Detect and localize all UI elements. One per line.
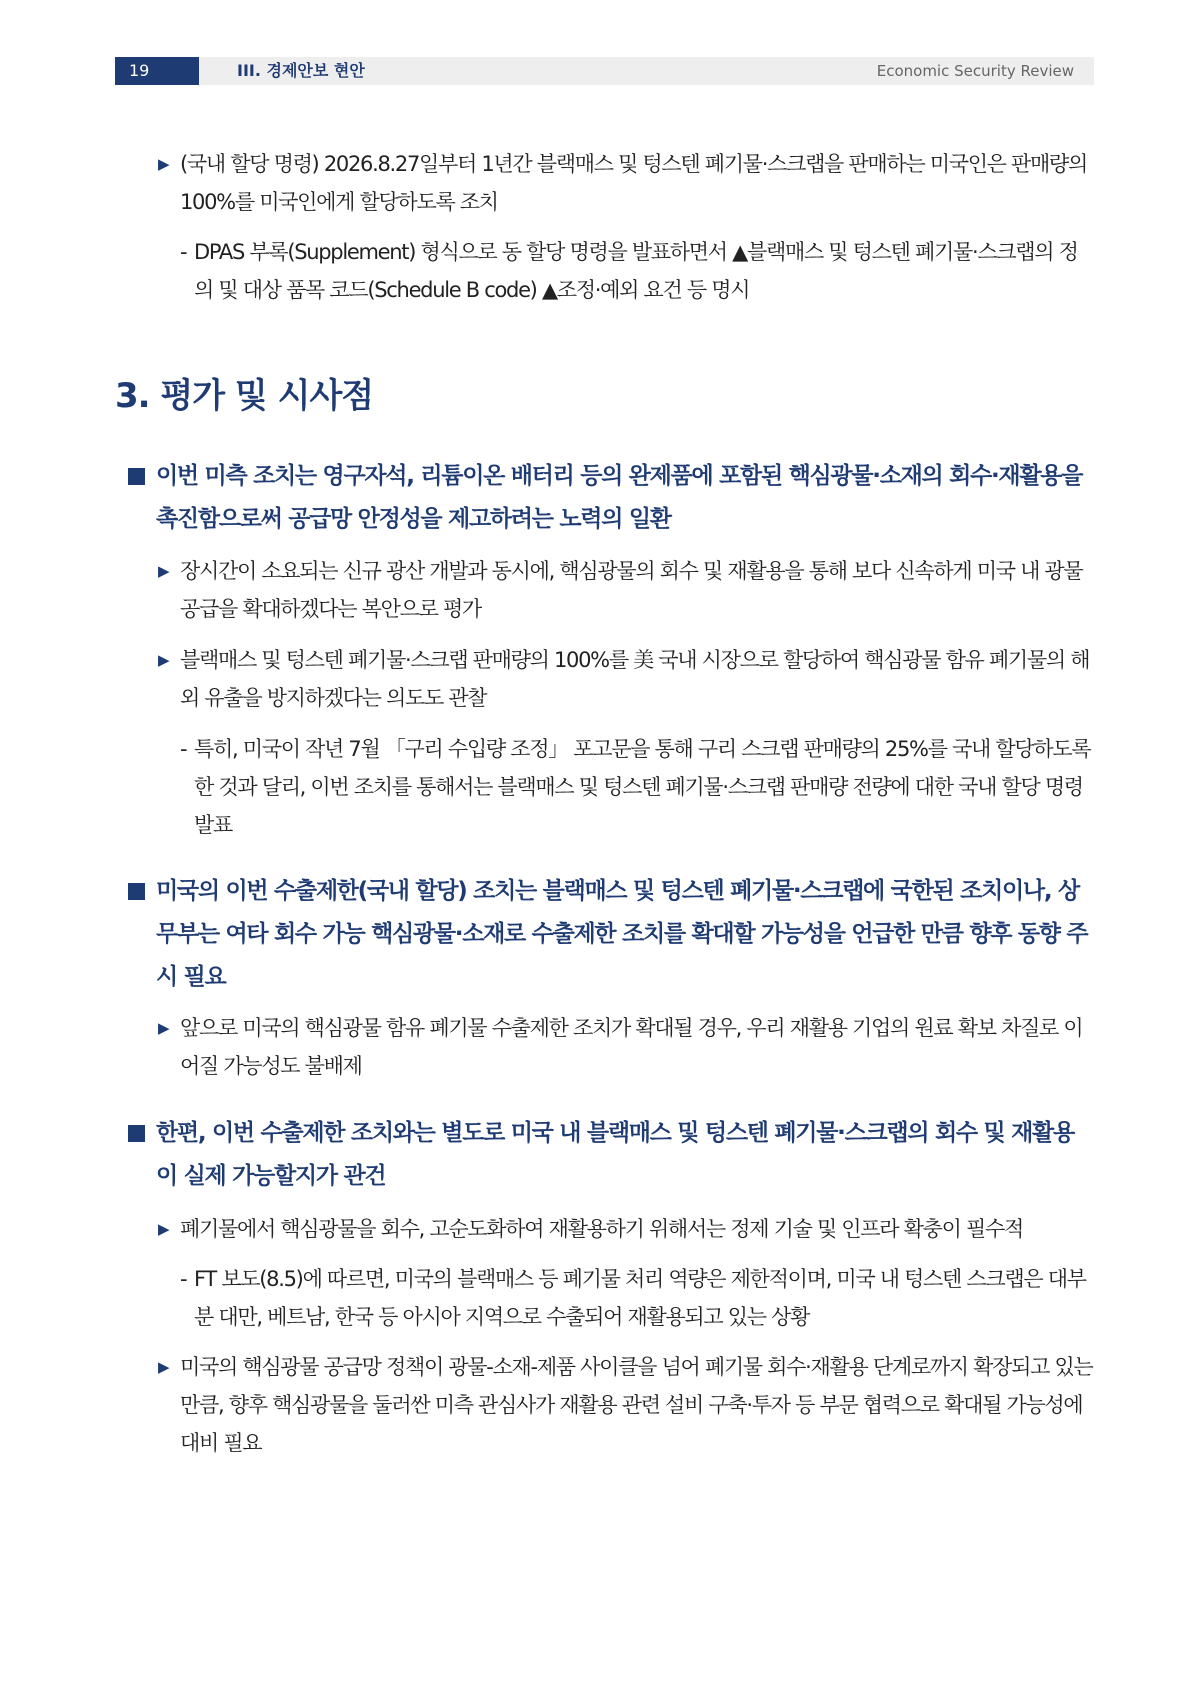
key-point-text: 이번 미측 조치는 영구자석, 리튬이온 배터리 등의 완제품에 포함된 핵심광물·소재의 회수·재활용을 촉진함으로써 공급망 안정성을 제고하려는 노력의 일환 [156,463,1083,532]
section-title: 3. 평가 및 시사점 [115,376,374,416]
triangle-bullet-icon: ▶ [158,1019,169,1037]
key-point-1 [126,455,1094,541]
triangle-bullet-icon: ▶ [158,1358,169,1376]
sub-bullet-text: DPAS 부록(Supplement) 형식으로 동 할당 명령을 발표하면서 ▲블랙매스 및 텅스텐 폐기물·스크랩의 정의 및 대상 품목 코드(Schedule B code) ▲조정·예외 요건 등 명시 [194,240,1078,302]
sub-bullet-ft-report [180,1260,1094,1336]
bullet-domestic-allocation [158,145,1094,221]
triangle-bullet-icon: ▶ [158,651,169,669]
page-header [115,57,1094,85]
bullet-supply-chain-policy [158,1348,1094,1462]
triangle-bullet-icon: ▶ [158,562,169,580]
dash-bullet-icon: - [180,1267,187,1291]
triangle-bullet-icon: ▶ [158,1220,169,1238]
bullet-new-mines [158,552,1094,628]
key-point-text: 한편, 이번 수출제한 조치와는 별도로 미국 내 블랙매스 및 텅스텐 폐기물·스크랩의 회수 및 재활용이 실제 가능할지가 관건 [156,1120,1074,1189]
bullet-text: 장시간이 소요되는 신규 광산 개발과 동시에, 핵심광물의 회수 및 재활용을 통해 보다 신속하게 미국 내 광물 공급을 확대하겠다는 복안으로 평가 [180,559,1083,621]
dash-bullet-icon: - [180,240,187,264]
sub-bullet-text: 특히, 미국이 작년 7월 「구리 수입량 조정」 포고문을 통해 구리 스크랩 판매량의 25%를 국내 할당하도록 한 것과 달리, 이번 조치를 통해서는 블랙매스 및 텅스텐 폐기물·스크랩 판매량 전량에 대한 국내 할당 명령 발표 [194,737,1091,837]
key-point-2 [126,870,1094,999]
square-bullet-icon [128,883,145,900]
bullet-text: 블랙매스 및 텅스텐 폐기물·스크랩 판매량의 100%를 美 국내 시장으로 할당하여 핵심광물 함유 폐기물의 해외 유출을 방지하겠다는 의도도 관찰 [180,648,1090,710]
key-point-text: 미국의 이번 수출제한(국내 할당) 조치는 블랙매스 및 텅스텐 폐기물·스크랩에 국한된 조치이나, 상무부는 여타 회수 가능 핵심광물·소재로 수출제한 조치를 확대할 가능성을 언급한 만큼 향후 동향 주시 필요 [156,878,1088,990]
page-number: 19 [115,57,199,85]
square-bullet-icon [128,468,145,485]
square-bullet-icon [128,1125,145,1142]
bullet-text: 폐기물에서 핵심광물을 회수, 고순도화하여 재활용하기 위해서는 정제 기술 및 인프라 확충이 필수적 [180,1217,1023,1241]
sub-bullet-dpas [180,233,1094,309]
bullet-text: 미국의 핵심광물 공급망 정책이 광물-소재-제품 사이클을 넘어 폐기물 회수·재활용 단계로까지 확장되고 있는 만큼, 향후 핵심광물을 둘러싼 미측 관심사가 재활용 관련 설비 구축·투자 등 부문 협력으로 확대될 가능성에 대비 필요 [180,1355,1093,1455]
bullet-recycling-risk [158,1009,1094,1085]
sub-bullet-copper [180,730,1094,844]
bullet-text: (국내 할당 명령) 2026.8.27일부터 1년간 블랙매스 및 텅스텐 폐기물·스크랩을 판매하는 미국인은 판매량의 100%를 미국인에게 할당하도록 조치 [180,152,1087,214]
journal-name: Economic Security Review [876,62,1074,80]
bullet-refining-infra [158,1210,1094,1248]
bullet-text: 앞으로 미국의 핵심광물 함유 폐기물 수출제한 조치가 확대될 경우, 우리 재활용 기업의 원료 확보 차질로 이어질 가능성도 불배제 [180,1016,1083,1078]
bullet-allocation-100 [158,641,1094,717]
dash-bullet-icon: - [180,737,187,761]
chapter-title: III. 경제안보 현안 [237,61,365,80]
key-point-3 [126,1112,1094,1198]
triangle-bullet-icon: ▶ [158,155,169,173]
sub-bullet-text: FT 보도(8.5)에 따르면, 미국의 블랙매스 등 폐기물 처리 역량은 제한적이며, 미국 내 텅스텐 스크랩은 대부분 대만, 베트남, 한국 등 아시아 지역으로 수출되어 재활용되고 있는 상황 [194,1267,1086,1329]
